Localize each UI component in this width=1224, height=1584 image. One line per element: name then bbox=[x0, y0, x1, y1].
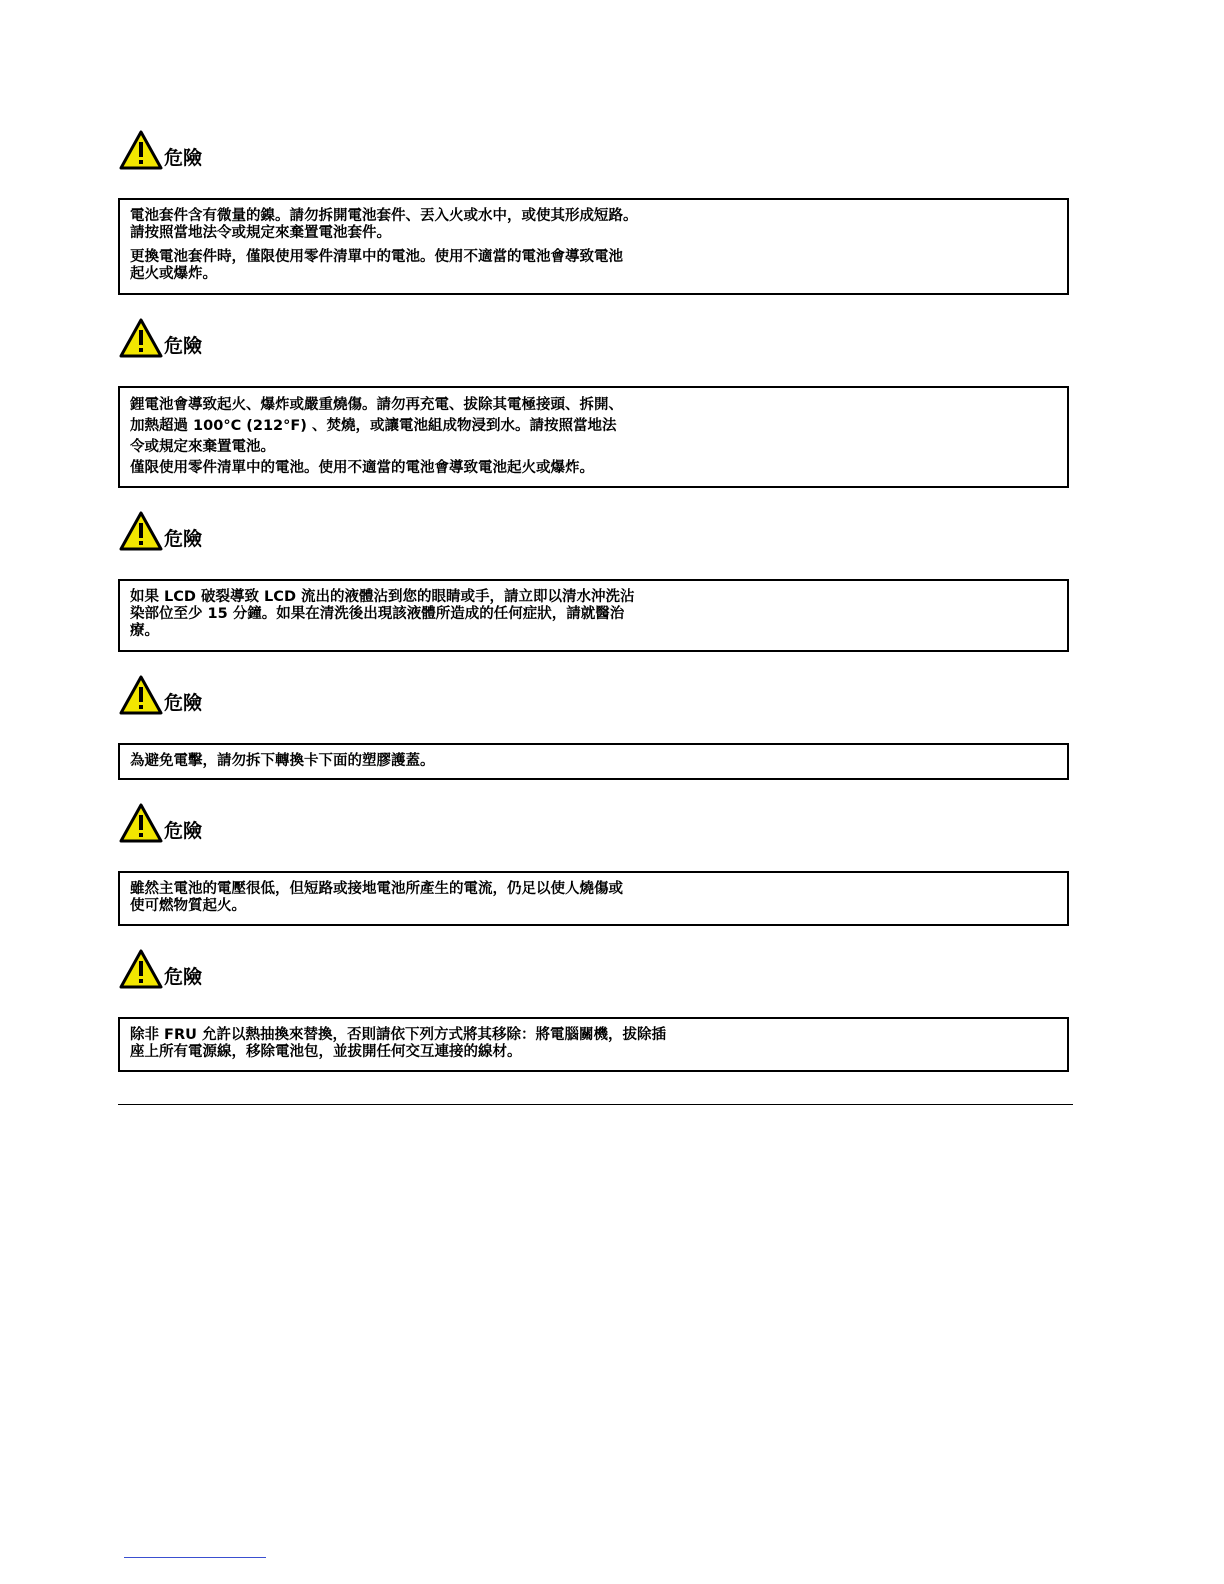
danger-heading bbox=[119, 803, 202, 843]
danger-heading bbox=[119, 130, 202, 170]
danger-label: 危險 bbox=[164, 966, 203, 988]
danger-heading bbox=[119, 511, 202, 551]
notice-box bbox=[118, 198, 1069, 295]
warning-triangle-icon bbox=[119, 511, 163, 551]
notice-paragraph: 電池套件含有微量的鎳。請勿拆開電池套件、丟入火或水中，或使其形成短路。 請按照當地法令或規定來棄置電池套件。 bbox=[130, 208, 638, 241]
notice-paragraph: 雖然主電池的電壓很低，但短路或接地電池所產生的電流，仍足以使人燒傷或 使可燃物質起火。 bbox=[130, 881, 623, 914]
notice-paragraph: 更換電池套件時，僅限使用零件清單中的電池。使用不適當的電池會導致電池 起火或爆炸。 bbox=[130, 249, 623, 282]
warning-triangle-icon bbox=[119, 803, 163, 843]
section-divider bbox=[118, 1104, 1073, 1105]
danger-label: 危險 bbox=[164, 335, 203, 357]
danger-heading bbox=[119, 318, 202, 358]
footer-link-rule bbox=[124, 1557, 266, 1558]
notice-box bbox=[118, 579, 1069, 652]
danger-label: 危險 bbox=[164, 147, 203, 169]
danger-heading bbox=[119, 949, 202, 989]
notice-box bbox=[118, 1017, 1069, 1072]
danger-label: 危險 bbox=[164, 692, 203, 714]
danger-label: 危險 bbox=[164, 820, 203, 842]
notice-box bbox=[118, 871, 1069, 926]
danger-heading bbox=[119, 675, 202, 715]
warning-triangle-icon bbox=[119, 949, 163, 989]
warning-triangle-icon bbox=[119, 318, 163, 358]
warning-triangle-icon bbox=[119, 130, 163, 170]
danger-label: 危險 bbox=[164, 528, 203, 550]
notice-box bbox=[118, 386, 1069, 488]
warning-triangle-icon bbox=[119, 675, 163, 715]
notice-paragraph: 鋰電池會導致起火、爆炸或嚴重燒傷。請勿再充電、拔除其電極接頭、拆開、 加熱超過 100°C (212°F) 、焚燒，或讓電池組成物浸到水。請按照當地法 令或規定來棄置電池。 僅限使用零件清單中的電池。使用不適當的電池會導致電池起火或爆炸。 bbox=[130, 397, 623, 476]
notice-paragraph: 如果 LCD 破裂導致 LCD 流出的液體沾到您的眼睛或手，請立即以清水沖洗沾 染部位至少 15 分鐘。如果在清洗後出現該液體所造成的任何症狀，請就醫治 療。 bbox=[130, 589, 635, 639]
notice-paragraph: 除非 FRU 允許以熱抽換來替換，否則請依下列方式將其移除：將電腦關機，拔除插 座上所有電源線，移除電池包，並拔開任何交互連接的線材。 bbox=[130, 1027, 666, 1060]
notice-box bbox=[118, 743, 1069, 780]
notice-paragraph: 為避免電擊，請勿拆下轉換卡下面的塑膠護蓋。 bbox=[130, 753, 435, 769]
